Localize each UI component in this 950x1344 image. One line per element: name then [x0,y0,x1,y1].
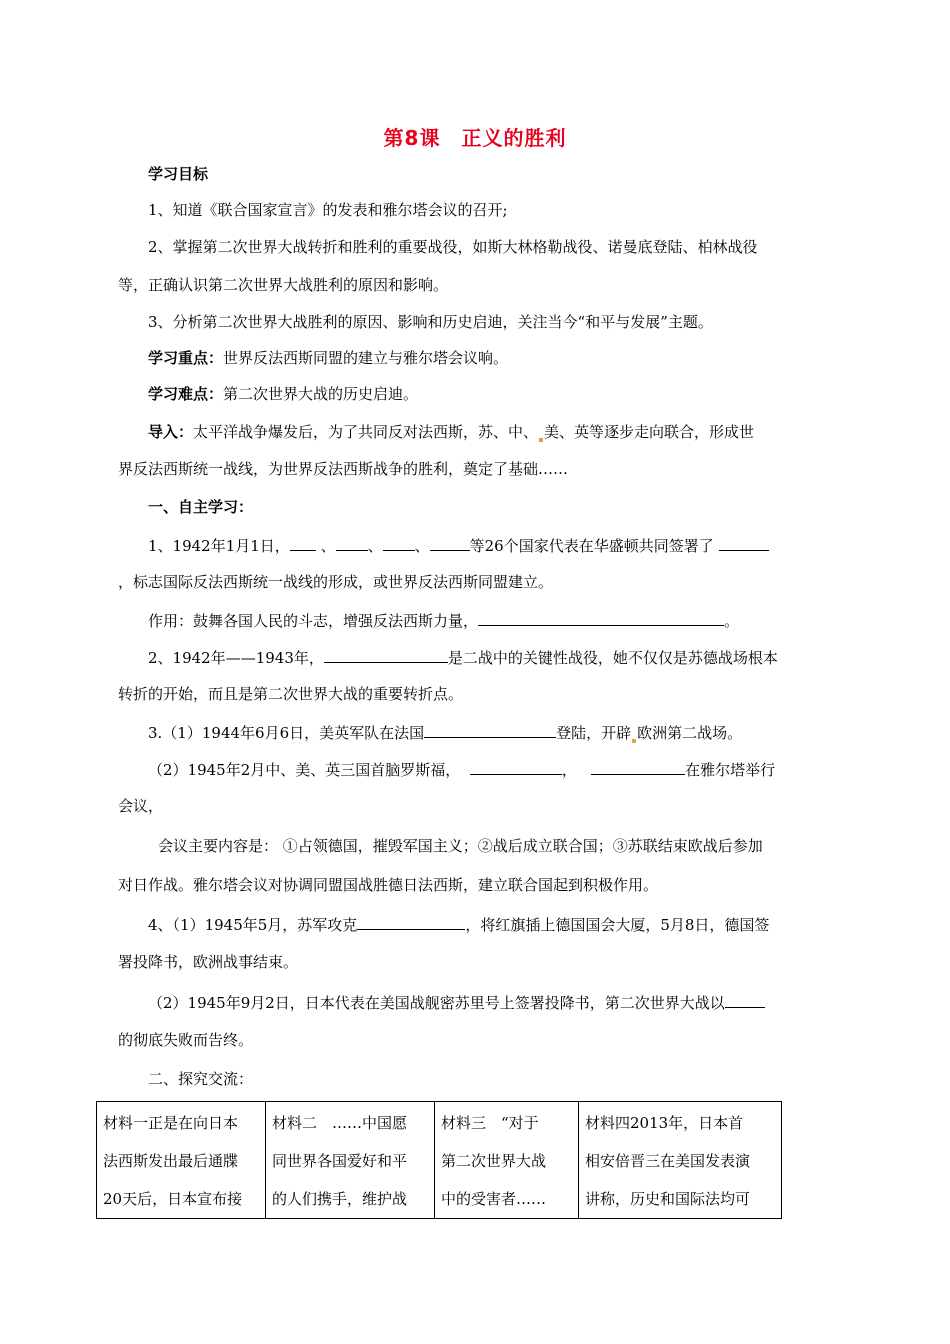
blank-3b[interactable] [470,758,562,775]
blank-3c[interactable] [591,758,685,775]
goal-item-2-line1: 2、掌握第二次世界大战转折和胜利的重要战役，如斯大林格勒战役、诺曼底登陆、柏林战役 [148,238,758,256]
question-3-part2-line2: 会议， [118,797,164,815]
edit-mark [632,739,636,743]
question-3: 3.（1）1944年6月6日，美英军队在法国 登陆，开辟 欧洲第二战场。 [148,721,742,743]
question-1-line2: ，标志国际反法西斯统一战线的形成，或世界反法西斯同盟建立。 [118,573,554,591]
blank-1a[interactable] [290,534,316,551]
blank-3a[interactable] [424,721,556,738]
intro-line-2: 界反法西斯统一战线，为世界反法西斯战争的胜利，奠定了基础…… [118,460,569,478]
material-3-cell: 材料三 “对于 第二次世界大战 中的受害者…… [435,1102,579,1219]
goals-heading: 学习目标 [148,165,209,183]
intro-text-a: 太平洋战争爆发后，为了共同反对法西斯，苏、中、 [193,423,539,441]
difficulty-point [148,384,418,404]
material-2-cell: 材料二 ……中国愿 同世界各国爱好和平 的人们携手，维护战 [266,1102,435,1219]
blank-1c[interactable] [383,534,415,551]
material-4-cell: 材料四2013年，日本首 相安倍晋三在美国发表演 讲称，历史和国际法均可 [579,1102,782,1219]
materials-table [96,1101,782,1219]
blank-1e[interactable] [719,534,769,551]
key-point-text: 世界反法西斯同盟的建立与雅尔塔会议响。 [223,349,509,367]
material-1-cell: 材料一正是在向日本 法西斯发出最后通牒 20天后，日本宣布接 [97,1102,266,1219]
blank-1d[interactable] [430,534,470,551]
question-2: 2、1942年——1943年， 是二战中的关键性战役，她不仅仅是苏德战场根本 [148,646,778,668]
blank-2[interactable] [324,646,448,663]
meeting-content-line1: 会议主要内容是： ①占领德国，摧毁军国主义；②战后成立联合国；③苏联结束欧战后参加 [158,837,763,855]
question-4-part2: （2）1945年9月2日，日本代表在美国战舰密苏里号上签署投降书，第二次世界大战以 [148,991,765,1013]
question-4: 4、（1）1945年5月，苏军攻克 ，将红旗插上德国国会大厦，5月8日，德国签 [148,913,769,935]
intro-line-1 [148,422,754,442]
meeting-content-line2: 对日作战。雅尔塔会议对协调同盟国战胜德日法西斯，建立联合国起到积极作用。 [118,876,659,894]
intro-label: 导入： [148,423,194,441]
blank-effect[interactable] [478,609,724,626]
lesson-title: 第8课 正义的胜利 [383,126,567,150]
question-1: 1、1942年1月1日， 、 、 、 等26个国家代表在华盛顿共同签署了 [148,534,769,556]
question-2-line2: 转折的开始，而且是第二次世界大战的重要转折点。 [118,685,464,703]
difficulty-text: 第二次世界大战的历史启迪。 [223,385,419,403]
intro-text-b: 美、英等逐步走向联合，形成世 [544,423,755,441]
section-1-heading: 一、自主学习： [148,498,254,516]
question-1-effect: 作用：鼓舞各国人民的斗志，增强反法西斯力量， 。 [148,609,739,631]
blank-1b[interactable] [336,534,368,551]
blank-4a[interactable] [357,913,465,930]
key-point-label: 学习重点： [148,349,224,367]
question-3-part2: （2）1945年2月中、美、英三国首脑罗斯福， ， 在雅尔塔举行 [148,758,775,780]
goal-item-1: 1、知道《联合国家宣言》的发表和雅尔塔会议的召开; [148,201,508,219]
key-point [148,348,508,368]
question-4-part2-line2: 的彻底失败而告终。 [118,1031,254,1049]
blank-4b[interactable] [725,991,765,1008]
goal-item-3: 3、分析第二次世界大战胜利的原因、影响和历史启迪，关注当今“和平与发展”主题。 [148,313,713,331]
difficulty-label: 学习难点： [148,385,224,403]
section-2-heading: 二、探究交流： [148,1070,254,1088]
edit-mark [539,438,543,442]
question-4-line2: 署投降书，欧洲战事结束。 [118,953,299,971]
goal-item-2-line2: 等，正确认识第二次世界大战胜利的原因和影响。 [118,276,449,294]
